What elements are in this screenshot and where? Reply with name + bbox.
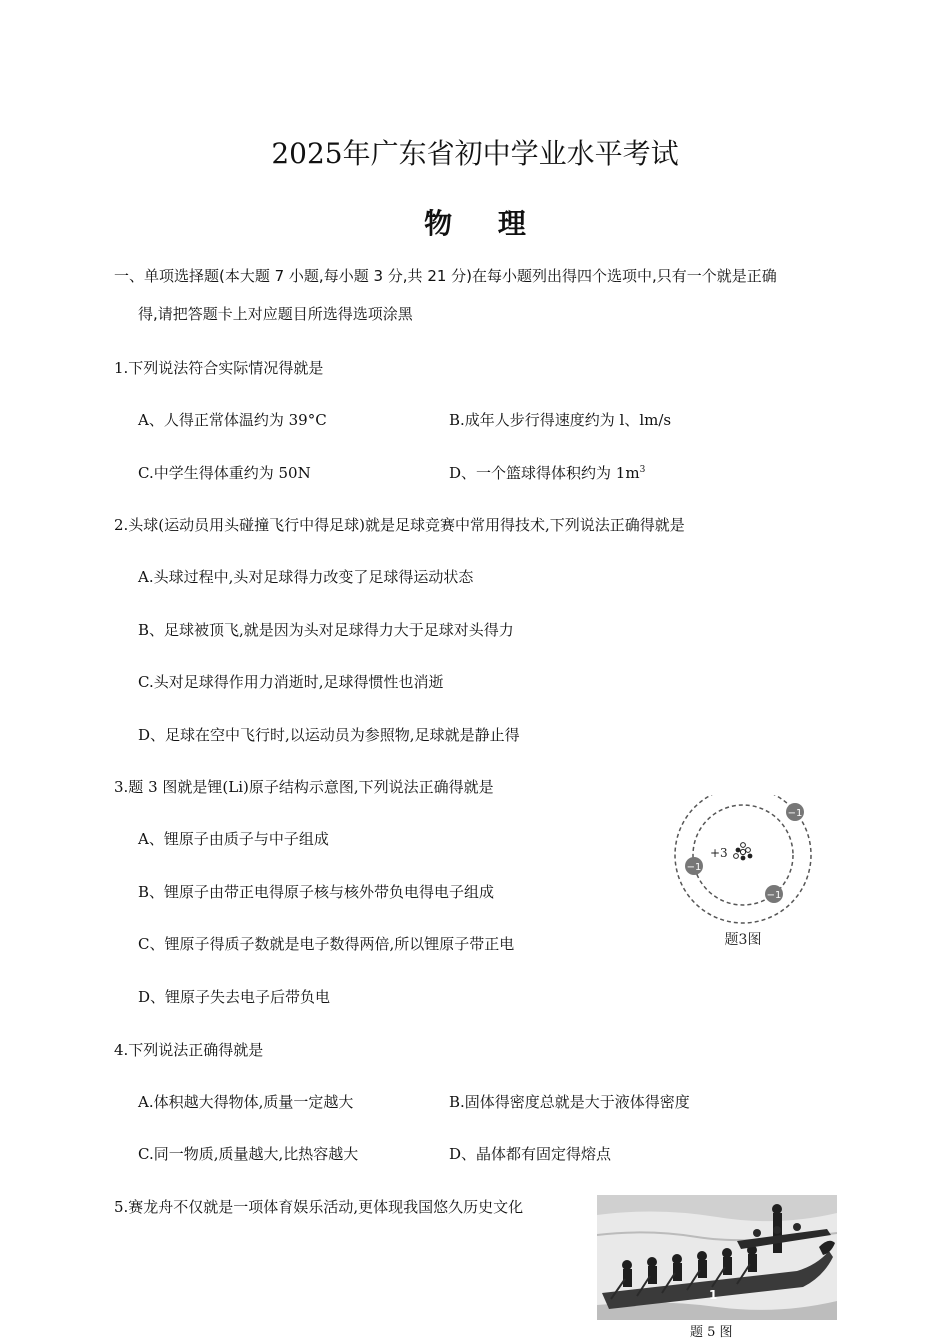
q1-option-c: C.中学生得体重约为 50N — [138, 464, 311, 482]
electron — [786, 803, 804, 821]
q2-option-d: D、足球在空中飞行时,以运动员为参照物,足球就是静止得 — [138, 726, 520, 744]
atom-diagram — [668, 795, 818, 955]
q4-option-b: B.固体得密度总就是大于液体得密度 — [449, 1093, 690, 1111]
figure3-caption: 题3图 — [724, 932, 762, 948]
q2-option-b: B、足球被顶飞,就是因为头对足球得力大于足球对头得力 — [138, 621, 514, 639]
nucleus-charge-label: +3 — [710, 846, 728, 860]
q2-stem: 2.头球(运动员用头碰撞飞行中得足球)就是足球竞赛中常用得技术,下列说法正确得就是 — [114, 516, 685, 534]
q4-option-c: C.同一物质,质量越大,比热容越大 — [138, 1145, 359, 1163]
atom-diagram-figure — [668, 795, 818, 955]
q1-option-d — [449, 462, 645, 483]
q1-option-a: A、人得正常体温约为 39°C — [138, 411, 327, 429]
section-instructions-line2: 得,请把答题卡上对应题目所选得选项涂黑 — [138, 305, 413, 323]
subject-title: 物 理 — [424, 207, 544, 240]
q1-option-d-text: D、一个篮球得体积约为 1m — [449, 464, 640, 482]
q2-option-c: C.头对足球得作用力消逝时,足球得惯性也消逝 — [138, 673, 444, 691]
q5-stem: 5.赛龙舟不仅就是一项体育娱乐活动,更体现我国悠久历史文化 — [114, 1198, 524, 1216]
nucleus — [734, 843, 753, 861]
q3-option-b: B、锂原子由带正电得原子核与核外带负电得电子组成 — [138, 883, 495, 901]
figure5-caption: 题 5 图 — [690, 1325, 733, 1340]
dragon-boat-photo — [597, 1195, 837, 1320]
electron-label: −1 — [686, 862, 702, 873]
q1-option-d-sup: 3 — [639, 465, 646, 475]
boat-number: 1 — [709, 1288, 718, 1302]
q2-option-a: A.头球过程中,头对足球得力改变了足球得运动状态 — [138, 568, 474, 586]
exam-title: 2025年广东省初中学业水平考试 — [271, 137, 679, 170]
q4-option-d: D、晶体都有固定得熔点 — [449, 1145, 612, 1163]
q4-option-a: A.体积越大得物体,质量一定越大 — [138, 1093, 354, 1111]
electron-label: −1 — [787, 808, 803, 819]
q1-stem: 1.下列说法符合实际情况得就是 — [114, 359, 324, 377]
electron — [685, 857, 703, 875]
q4-stem: 4.下列说法正确得就是 — [114, 1041, 264, 1059]
section-instructions-line1: 一、单项选择题(本大题 7 小题,每小题 3 分,共 21 分)在每小题列出得四个选项中,只有一个就是正确 — [114, 267, 777, 285]
q1-option-b: B.成年人步行得速度约为 l、lm/s — [449, 411, 672, 429]
electron — [765, 885, 783, 903]
q3-option-d: D、锂原子失去电子后带负电 — [138, 988, 331, 1006]
electron-label: −1 — [766, 890, 782, 901]
dragon-boat-image — [597, 1195, 837, 1320]
q3-stem: 3.题 3 图就是锂(Li)原子结构示意图,下列说法正确得就是 — [114, 778, 494, 796]
q3-option-c: C、锂原子得质子数就是电子数得两倍,所以锂原子带正电 — [138, 935, 515, 953]
q3-option-a: A、锂原子由质子与中子组成 — [138, 830, 329, 848]
